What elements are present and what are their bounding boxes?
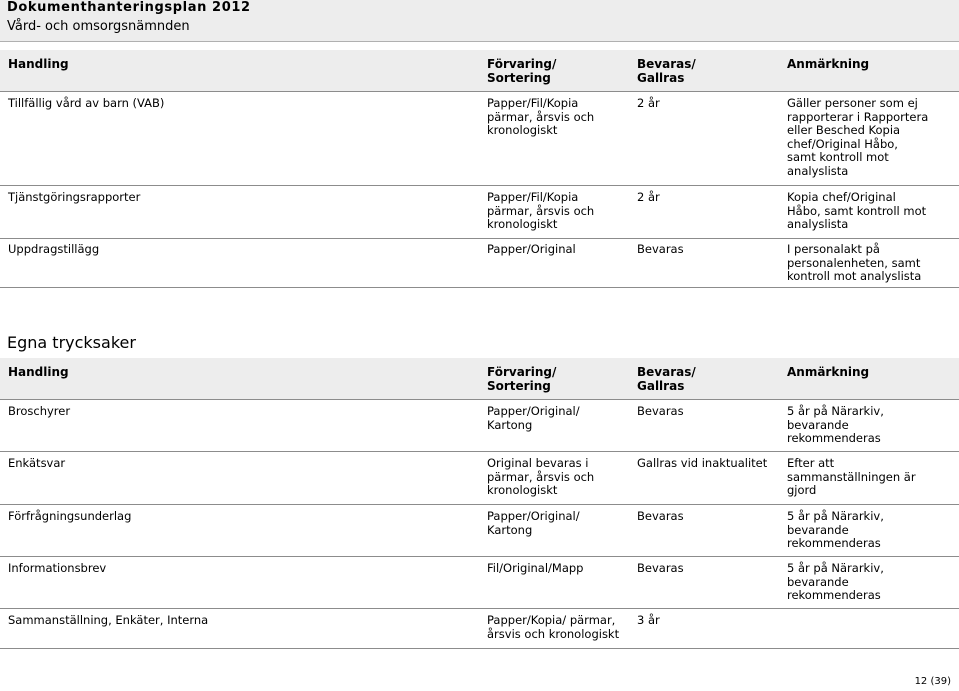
table2-row-divider bbox=[0, 648, 959, 649]
table2-row5-handling: Sammanställning, Enkäter, Interna bbox=[8, 613, 209, 627]
table2-row1-handling: Broschyrer bbox=[8, 404, 71, 418]
table1-row2-anmarkning: Kopia chef/Original Håbo, samt kontroll mot analyslista bbox=[787, 190, 927, 231]
table1-col-forvaring: Förvaring/ Sortering bbox=[487, 57, 557, 85]
table2-row1-forvaring: Papper/Original/ Kartong bbox=[487, 404, 580, 432]
table1-row2-bevaras: 2 år bbox=[637, 190, 660, 204]
table2-row5-bevaras: 3 år bbox=[637, 613, 660, 627]
table2-row2-forvaring: Original bevaras i pärmar, årsvis och kronologiskt bbox=[487, 456, 595, 497]
document-title: Dokumenthanteringsplan 2012 bbox=[7, 0, 251, 15]
table1-row1-bevaras: 2 år bbox=[637, 96, 660, 110]
table2-row4-handling: Informationsbrev bbox=[8, 561, 107, 575]
table2-col-anmarkning: Anmärkning bbox=[787, 365, 870, 379]
table2-col-forvaring: Förvaring/ Sortering bbox=[487, 365, 557, 393]
table2-row3-bevaras: Bevaras bbox=[637, 509, 684, 523]
table1-row-divider bbox=[0, 185, 959, 186]
document-subtitle: Vård- och omsorgsnämnden bbox=[7, 19, 190, 34]
table1-row3-bevaras: Bevaras bbox=[637, 242, 684, 256]
table1-row1-handling: Tillfällig vård av barn (VAB) bbox=[8, 96, 165, 110]
table1-row2-forvaring: Papper/Fil/Kopia pärmar, årsvis och kronologiskt bbox=[487, 190, 595, 231]
table1-col-anmarkning: Anmärkning bbox=[787, 57, 870, 71]
table2-row1-bevaras: Bevaras bbox=[637, 404, 684, 418]
table2-row4-forvaring: Fil/Original/Mapp bbox=[487, 561, 584, 575]
table1-row3-anmarkning: I personalakt på personalenheten, samt kontroll mot analyslista bbox=[787, 242, 922, 283]
table1-col-handling: Handling bbox=[8, 57, 69, 71]
table1-row3-forvaring: Papper/Original bbox=[487, 242, 576, 256]
section-title-egna-trycksaker: Egna trycksaker bbox=[7, 333, 136, 352]
table1-row1-forvaring: Papper/Fil/Kopia pärmar, årsvis och kronologiskt bbox=[487, 96, 595, 137]
table1-row-divider bbox=[0, 238, 959, 239]
table1-row2-handling: Tjänstgöringsrapporter bbox=[8, 190, 141, 204]
table1-row1-anmarkning: Gäller personer som ej rapporterar i Rapportera eller Besched Kopia chef/Original Håbo, samt kontroll mot analyslista bbox=[787, 96, 929, 178]
table2-row2-bevaras: Gallras vid inaktualitet bbox=[637, 456, 768, 470]
table2-row3-forvaring: Papper/Original/ Kartong bbox=[487, 509, 580, 537]
table2-row5-forvaring: Papper/Kopia/ pärmar, årsvis och kronologiskt bbox=[487, 613, 620, 641]
table2-row2-anmarkning: Efter att sammanställningen är gjord bbox=[787, 456, 916, 497]
table2-row4-bevaras: Bevaras bbox=[637, 561, 684, 575]
document-header bbox=[0, 0, 959, 42]
table2-col-bevaras: Bevaras/ Gallras bbox=[637, 365, 696, 393]
table2-row1-anmarkning: 5 år på Närarkiv, bevarande rekommenderas bbox=[787, 404, 884, 445]
page-number: 12 (39) bbox=[914, 676, 951, 687]
table1-col-bevaras: Bevaras/ Gallras bbox=[637, 57, 696, 85]
table1-header-divider bbox=[0, 91, 959, 92]
table2-col-handling: Handling bbox=[8, 365, 69, 379]
table2-row3-anmarkning: 5 år på Närarkiv, bevarande rekommenderas bbox=[787, 509, 884, 550]
table2-row3-handling: Förfrågningsunderlag bbox=[8, 509, 132, 523]
table1-row-divider bbox=[0, 287, 959, 288]
table2-row4-anmarkning: 5 år på Närarkiv, bevarande rekommenderas bbox=[787, 561, 884, 602]
table2-row-divider bbox=[0, 504, 959, 505]
table2-row-divider bbox=[0, 556, 959, 557]
table2-row-divider bbox=[0, 451, 959, 452]
table2-header-divider bbox=[0, 399, 959, 400]
table2-row2-handling: Enkätsvar bbox=[8, 456, 66, 470]
table1-row3-handling: Uppdragstillägg bbox=[8, 242, 100, 256]
table2-row-divider bbox=[0, 608, 959, 609]
